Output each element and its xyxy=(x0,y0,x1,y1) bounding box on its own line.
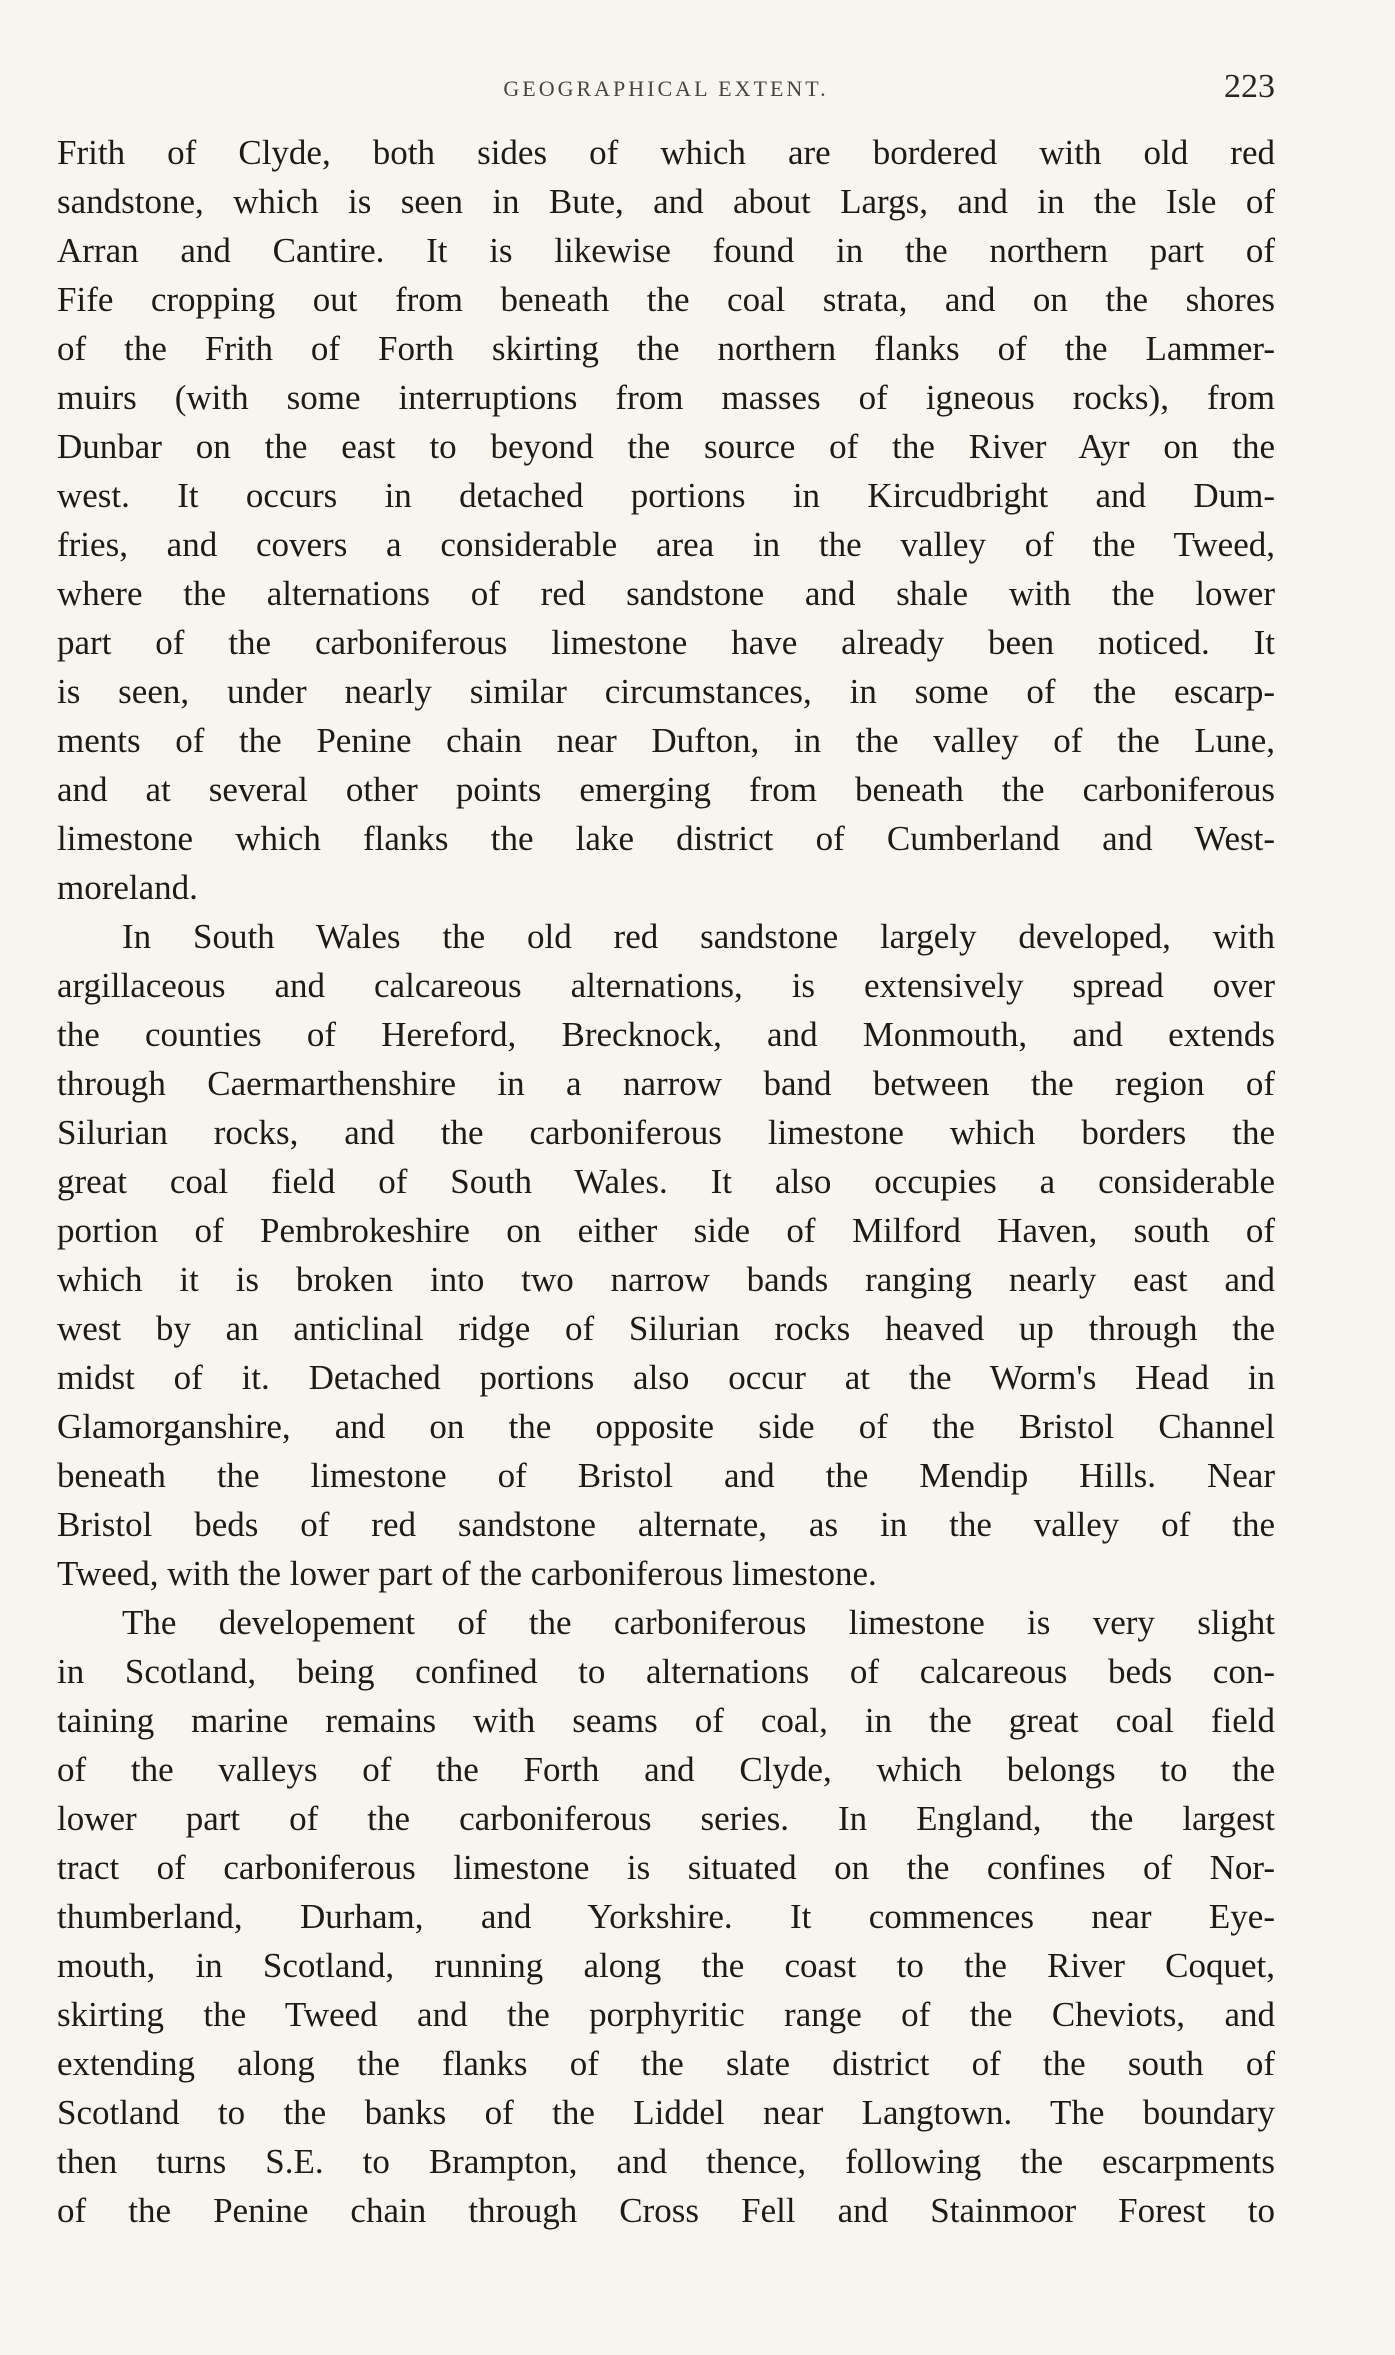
text-line: thumberland, Durham, and Yorkshire. It commences near Eye- xyxy=(57,1897,1275,1936)
text-line: skirting the Tweed and the porphyritic range of the Cheviots, and xyxy=(57,1995,1275,2034)
text-line: of the Frith of Forth skirting the northern flanks of the Lammer- xyxy=(57,329,1275,368)
text-line: the counties of Hereford, Brecknock, and Monmouth, and extends xyxy=(57,1015,1275,1054)
text-line: of the Penine chain through Cross Fell and Stainmoor Forest to xyxy=(57,2191,1275,2230)
text-line: Tweed, with the lower part of the carboniferous limestone. xyxy=(57,1554,877,1593)
text-line: Silurian rocks, and the carboniferous limestone which borders the xyxy=(57,1113,1275,1152)
text-line: The developement of the carboniferous limestone is very slight xyxy=(122,1603,1275,1642)
text-line: of the valleys of the Forth and Clyde, which belongs to the xyxy=(57,1750,1275,1789)
text-line: Scotland to the banks of the Liddel near Langtown. The boundary xyxy=(57,2093,1275,2132)
running-head: GEOGRAPHICAL EXTENT. xyxy=(503,76,829,101)
text-line: portion of Pembrokeshire on either side of Milford Haven, south of xyxy=(57,1211,1275,1250)
body-text xyxy=(57,128,1275,2235)
text-line: limestone which flanks the lake district of Cumberland and West- xyxy=(57,819,1275,858)
text-line: tract of carboniferous limestone is situated on the confines of Nor- xyxy=(57,1848,1275,1887)
text-line: Glamorganshire, and on the opposite side of the Bristol Channel xyxy=(57,1407,1275,1446)
text-line: mouth, in Scotland, running along the coast to the River Coquet, xyxy=(57,1946,1275,1985)
text-line: sandstone, which is seen in Bute, and about Largs, and in the Isle of xyxy=(57,182,1275,221)
text-line: then turns S.E. to Brampton, and thence, following the escarpments xyxy=(57,2142,1275,2181)
text-line: fries, and covers a considerable area in the valley of the Tweed, xyxy=(57,525,1275,564)
text-line: ments of the Penine chain near Dufton, in the valley of the Lune, xyxy=(57,721,1275,760)
text-line: and at several other points emerging from beneath the carboniferous xyxy=(57,770,1275,809)
text-line: is seen, under nearly similar circumstances, in some of the escarp- xyxy=(57,672,1275,711)
text-line: moreland. xyxy=(57,868,198,907)
text-line: extending along the flanks of the slate district of the south of xyxy=(57,2044,1275,2083)
text-line: muirs (with some interruptions from masses of igneous rocks), from xyxy=(57,378,1275,417)
text-line: through Caermarthenshire in a narrow band between the region of xyxy=(57,1064,1275,1103)
text-line: in Scotland, being confined to alternations of calcareous beds con- xyxy=(57,1652,1275,1691)
text-line: great coal field of South Wales. It also occupies a considerable xyxy=(57,1162,1275,1201)
text-line: west by an anticlinal ridge of Silurian rocks heaved up through the xyxy=(57,1309,1275,1348)
text-line: In South Wales the old red sandstone largely developed, with xyxy=(122,917,1275,956)
text-line: taining marine remains with seams of coal, in the great coal field xyxy=(57,1701,1275,1740)
text-line: part of the carboniferous limestone have already been noticed. It xyxy=(57,623,1275,662)
text-line: Dunbar on the east to beyond the source of the River Ayr on the xyxy=(57,427,1275,466)
text-line: lower part of the carboniferous series. In England, the largest xyxy=(57,1799,1275,1838)
text-line: argillaceous and calcareous alternations, is extensively spread over xyxy=(57,966,1275,1005)
text-line: Bristol beds of red sandstone alternate, as in the valley of the xyxy=(57,1505,1275,1544)
page-header xyxy=(57,66,1275,106)
text-line: beneath the limestone of Bristol and the Mendip Hills. Near xyxy=(57,1456,1275,1495)
text-line: which it is broken into two narrow bands ranging nearly east and xyxy=(57,1260,1275,1299)
page-number: 223 xyxy=(1224,68,1275,105)
text-line: Frith of Clyde, both sides of which are bordered with old red xyxy=(57,133,1275,172)
text-line: Arran and Cantire. It is likewise found in the northern part of xyxy=(57,231,1275,270)
text-line: Fife cropping out from beneath the coal strata, and on the shores xyxy=(57,280,1275,319)
text-line: west. It occurs in detached portions in Kircudbright and Dum- xyxy=(57,476,1275,515)
text-line: midst of it. Detached portions also occur at the Worm's Head in xyxy=(57,1358,1275,1397)
text-line: where the alternations of red sandstone and shale with the lower xyxy=(57,574,1275,613)
